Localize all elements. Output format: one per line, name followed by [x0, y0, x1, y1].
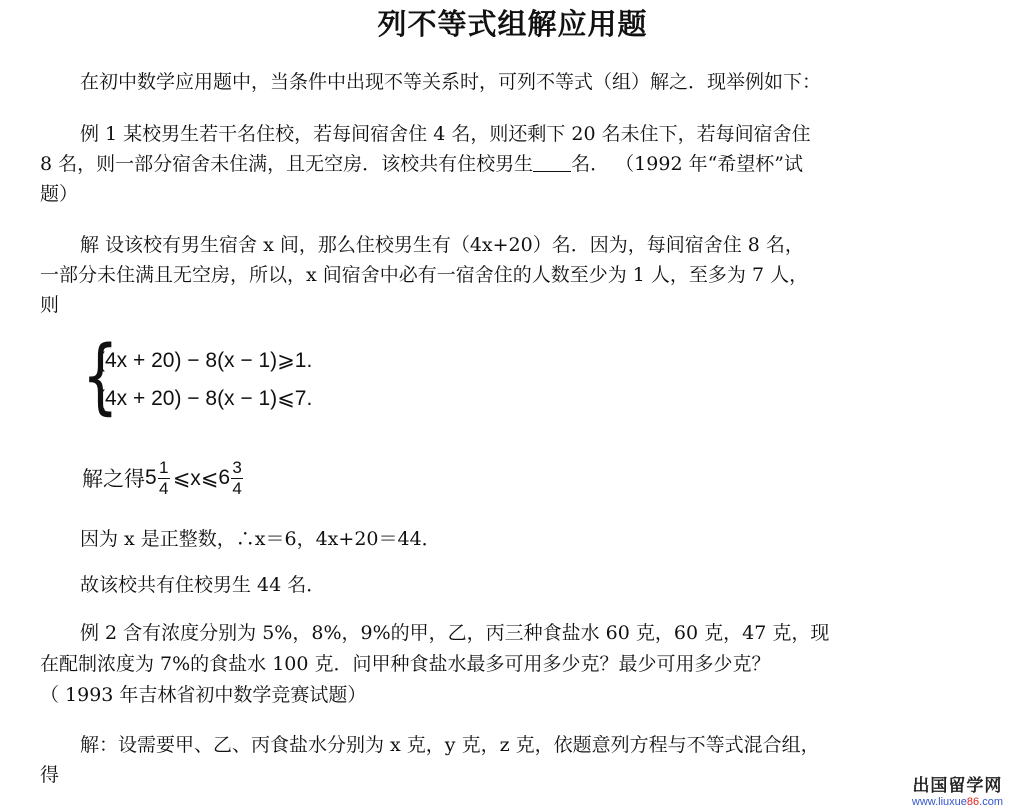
solution-prefix: 解之得 [82, 468, 145, 491]
inequality-1: (4x + 20) − 8(x − 1)⩾1. [98, 349, 313, 372]
example1-line2a: 8 名，则一部分宿舍未住满，且无空房．该校共有住校男生 [40, 153, 534, 175]
lower-bound-whole: 5 [145, 466, 157, 489]
solution1-line4: 因为 x 是正整数，∴x＝6，4x+20＝44． [80, 528, 441, 550]
solution1-line2: 一部分未住满且无空房，所以，x 间宿舍中必有一宿舍住的人数至少为 1 人，至多为 7 人， [40, 264, 809, 286]
example1-line3: 题） [40, 183, 79, 205]
watermark-url-a: www.liuxue [911, 796, 967, 808]
example2-line3: （ 1993 年吉林省初中数学竞赛试题） [40, 684, 367, 706]
upper-denominator: 4 [232, 478, 242, 498]
solution2-line2: 得 [40, 764, 60, 786]
solution1-line3: 则 [40, 294, 60, 316]
upper-numerator: 3 [232, 457, 242, 477]
answer-blank [533, 153, 571, 172]
solution2-line1: 解：设需要甲、乙、丙食盐水分别为 x 克，y 克，z 克，依题意列方程与不等式混合组， [80, 734, 820, 756]
lower-bound-fraction [158, 458, 170, 499]
example1-line2 [40, 152, 803, 176]
upper-bound-whole: 6 [218, 466, 231, 489]
example2-line1: 例 2 含有浓度分别为 5%，8%，9%的甲，乙，丙三种食盐水 60 克，60 克，47 克，现 [80, 622, 830, 644]
lower-denominator: 4 [158, 478, 169, 498]
watermark-url-c: .com [979, 796, 1003, 808]
page-title: 列不等式组解应用题 [377, 7, 648, 41]
watermark-site-name: 出国留学网 [912, 776, 1003, 796]
solution1-line1: 解 设该校有男生宿舍 x 间，那么住校男生有（4x+20）名．因为，每间宿舍住 8 名， [80, 234, 804, 256]
upper-bound-fraction [231, 458, 243, 499]
range-middle: ⩽x⩽ [172, 466, 219, 490]
inequality-2: (4x + 20) − 8(x − 1)⩽7. [98, 387, 313, 410]
example1-line1: 例 1 某校男生若干名住校，若每间宿舍住 4 名，则还剩下 20 名未住下，若每间宿舍住 [80, 123, 811, 145]
intro-text: 在初中数学应用题中，当条件中出现不等关系时，可列不等式（组）解之．现举例如下： [80, 71, 822, 93]
example1-line2b: 名． （1992 年“希望杯”试 [571, 153, 804, 175]
solution-range [82, 452, 246, 504]
example2-line2: 在配制浓度为 7%的食盐水 100 克．问甲种食盐水最多可用多少克？最少可用多少克？ [40, 653, 771, 675]
left-brace: { [82, 329, 119, 424]
solution1-line5: 故该校共有住校男生 44 名． [80, 574, 326, 596]
watermark-logo [912, 771, 1003, 808]
watermark-url [912, 796, 1003, 808]
inequality-system [80, 329, 380, 424]
lower-numerator: 1 [158, 457, 169, 477]
watermark-url-b: 86 [966, 796, 980, 808]
